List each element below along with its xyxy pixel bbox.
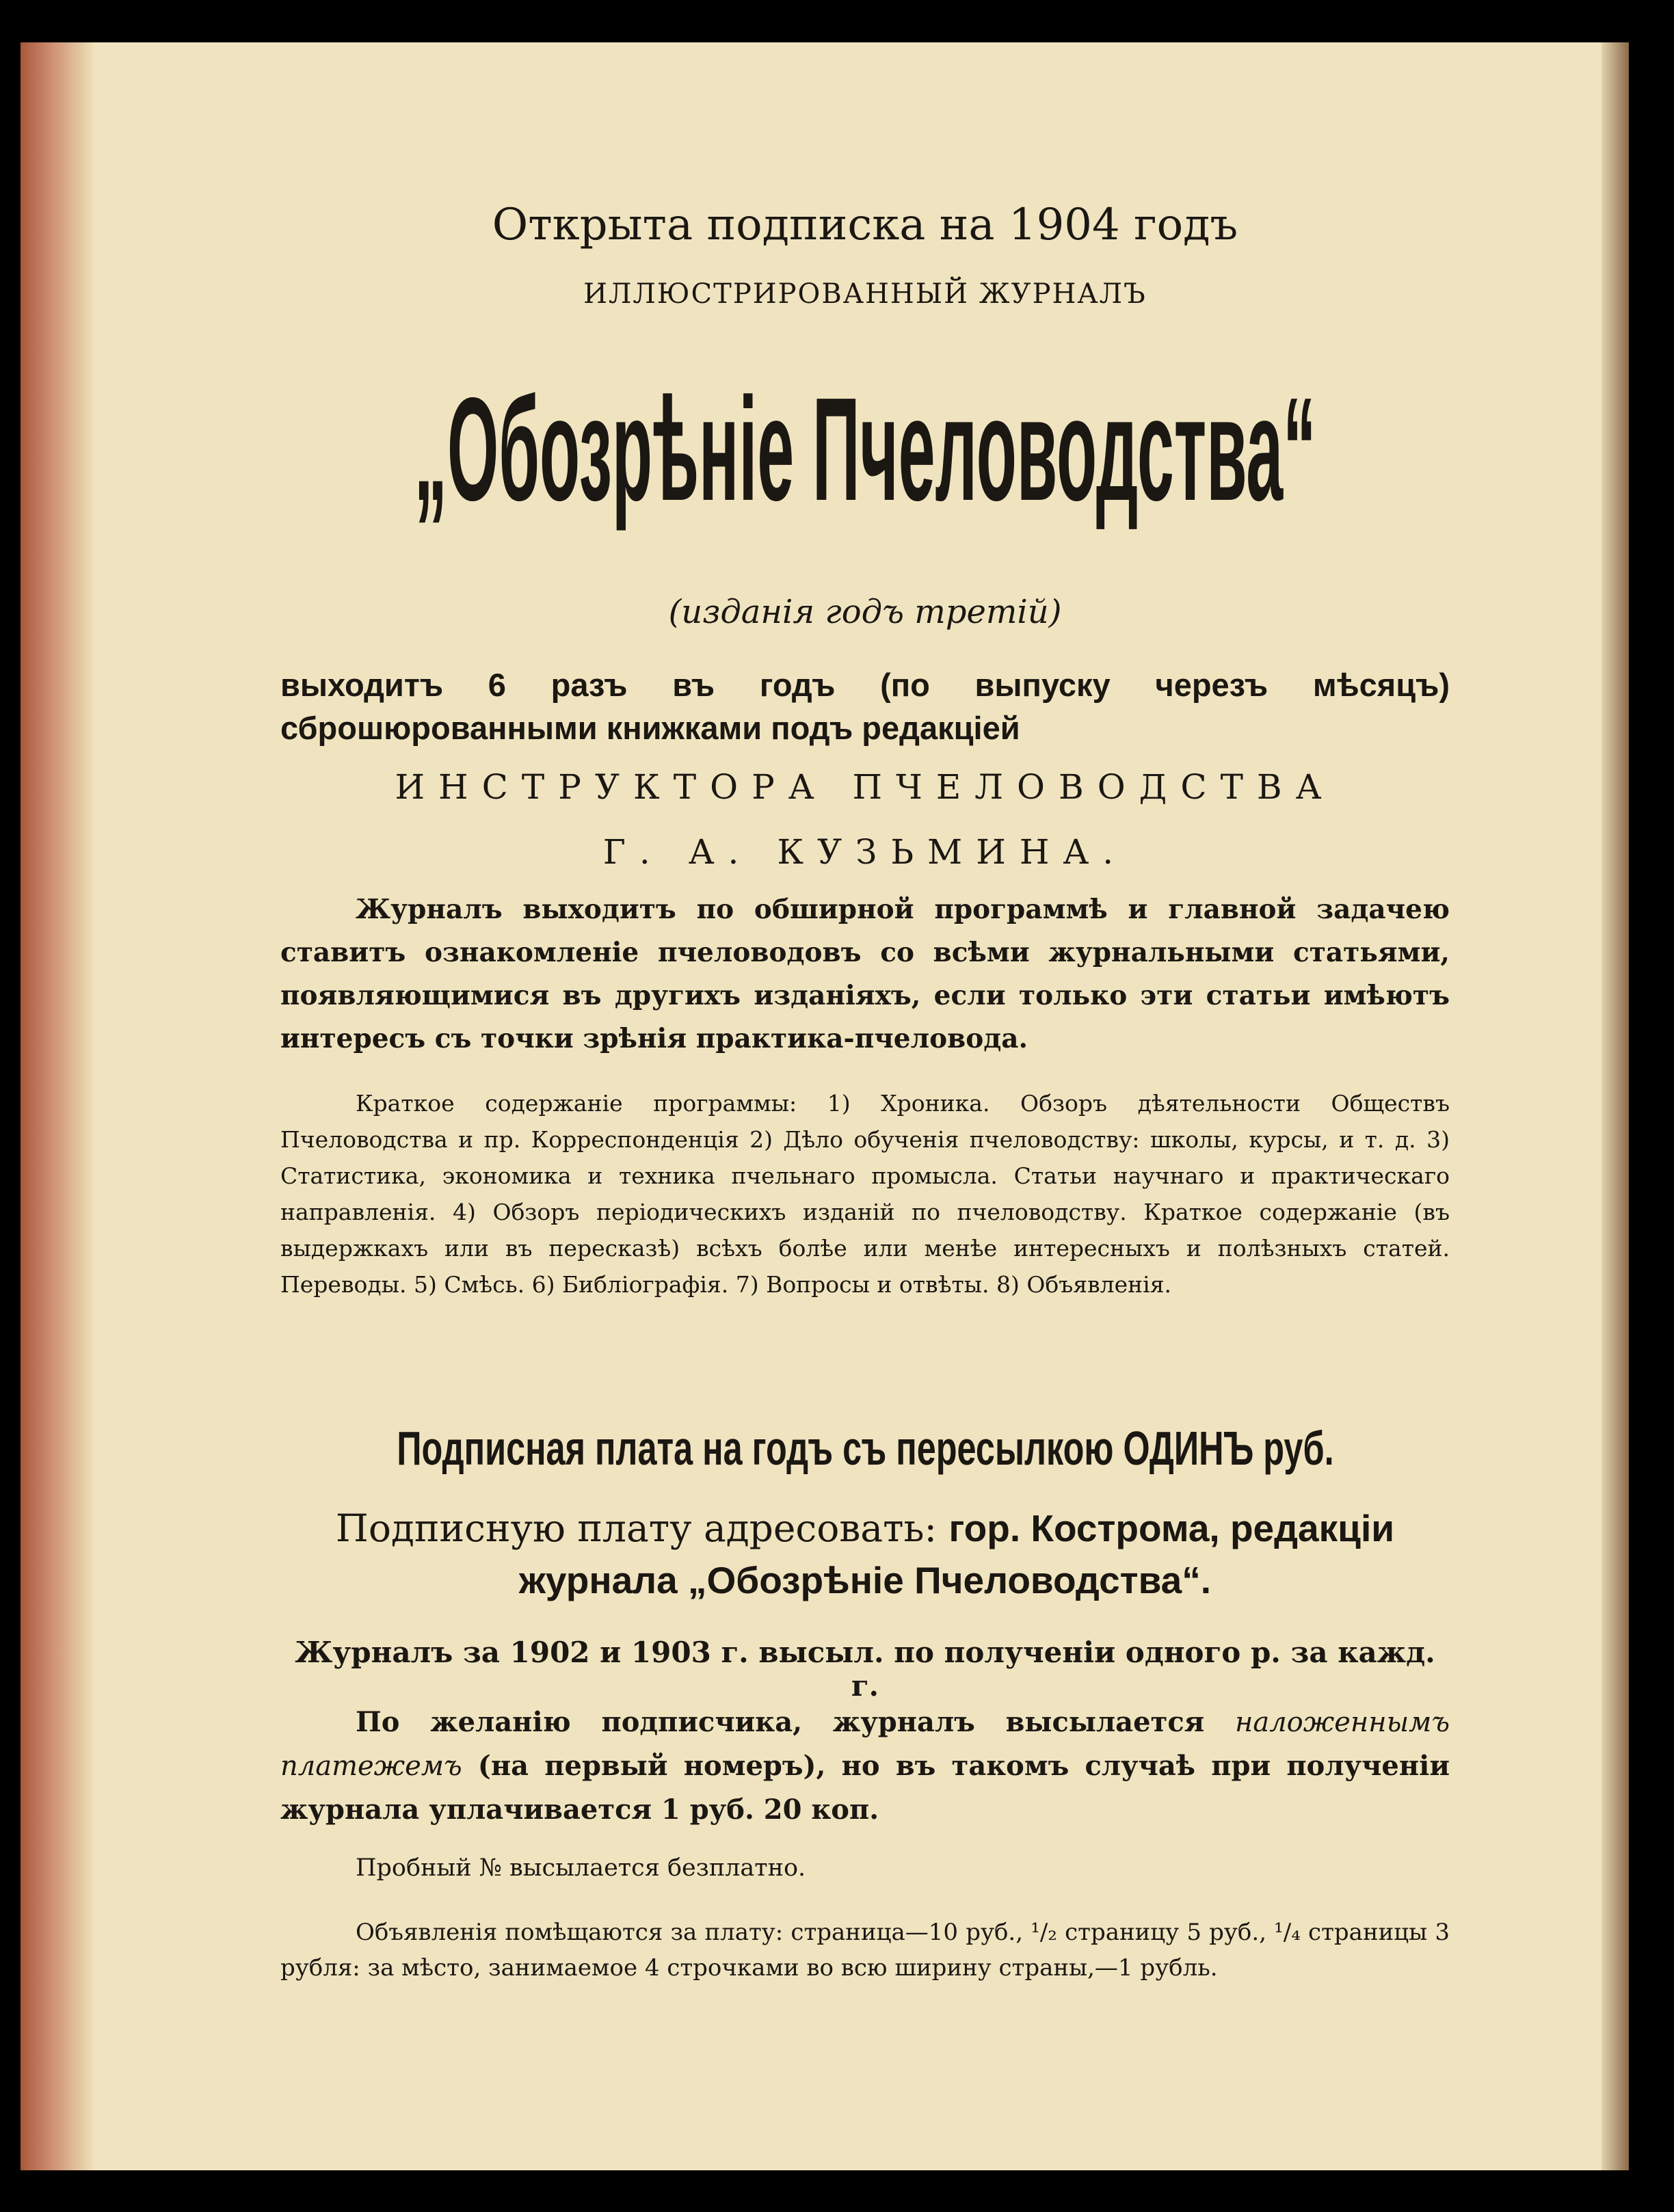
address-rest: гор. Кострома, редакціи журнала „Обозрѣніе Пчеловодства“.: [518, 1507, 1395, 1601]
address-lead: Подписную плату адресовать:: [335, 1506, 937, 1550]
program-paragraph: Краткое содержаніе программы: 1) Хроника. Обзоръ дѣятельности Обществъ Пчеловодства и пр. Корреспонденція 2) Дѣло обученія пчеловодству: школы, курсы, и т. д. 3) Статистика, экономика и техника пчельнаго промысла. Статьи научнаго и практическаго направленія. 4) Обзоръ періодическихъ изданій по пчеловодству. Краткое содержаніе (въ выдержкахъ или въ пересказѣ) всѣхъ болѣе или менѣе интересныхъ и полѣзныхъ статей. Переводы. 5) Смѣсь. 6) Библіографія. 7) Вопросы и отвѣты. 8) Объявленія.: [280, 1090, 1450, 1298]
sample-note: Пробный № высылается безплатно.: [356, 1854, 806, 1882]
page-right-edge: [1602, 42, 1629, 2170]
address: [280, 1502, 1450, 1606]
price-wrap: [280, 1414, 1450, 1489]
announcement: Открыта подписка на 1904 годъ: [492, 200, 1238, 250]
journal-title: „Обозрѣніе Пчеловодства“: [414, 367, 1316, 531]
page: [21, 42, 1629, 2170]
cod-text-italic: наложеннымъ платежемъ: [280, 1707, 1450, 1782]
intro-paragraph: Журналъ выходитъ по обширной программѣ и главной задачею ставитъ ознакомленіе пчеловодовъ со всѣми журнальными статьями, появляющимися въ другихъ изданіяхъ, если только эти статьи имѣютъ интересъ съ точки зрѣнія практика-пчеловода.: [280, 894, 1450, 1054]
subscription-price: Подписная плата на годъ съ пересылкою ОДИНЪ руб.: [396, 1422, 1334, 1475]
ads-paragraph: Объявленія помѣщаются за плату: страница—10 руб., ¹/₂ страницу 5 руб., ¹/₄ страницы 3 рубля: за мѣсто, занимаемое 4 строчками во всю ширину страны,—1 рубль.: [280, 1919, 1450, 1982]
cod-text-1: По желанію подписчика, журналъ высылается: [356, 1706, 1205, 1738]
editor-position: ИНСТРУКТОРА ПЧЕЛОВОДСТВА: [395, 767, 1336, 807]
frequency: выходитъ 6 разъ въ годъ (по выпуску черезъ мѣсяцъ) сброшюрованными книжками подъ редакціей: [280, 667, 1450, 746]
journal-type: ИЛЛЮСТРИРОВАННЫЙ ЖУРНАЛЪ: [583, 278, 1147, 310]
editor-name: Г. А. КУЗЬМИНА.: [602, 832, 1128, 872]
edition: (изданія годъ третій): [668, 593, 1062, 631]
cod-text-2: (на первый номеръ), но въ такомъ случаѣ при полученіи журнала уплачивается 1 руб. 20 коп.: [280, 1750, 1450, 1826]
back-issues: Журналъ за 1902 и 1903 г. высыл. по полученіи одного р. за кажд. г.: [295, 1636, 1435, 1703]
page-left-edge: [21, 42, 96, 2170]
cod-paragraph: [280, 1701, 1450, 1831]
journal-title-wrap: [280, 367, 1450, 589]
